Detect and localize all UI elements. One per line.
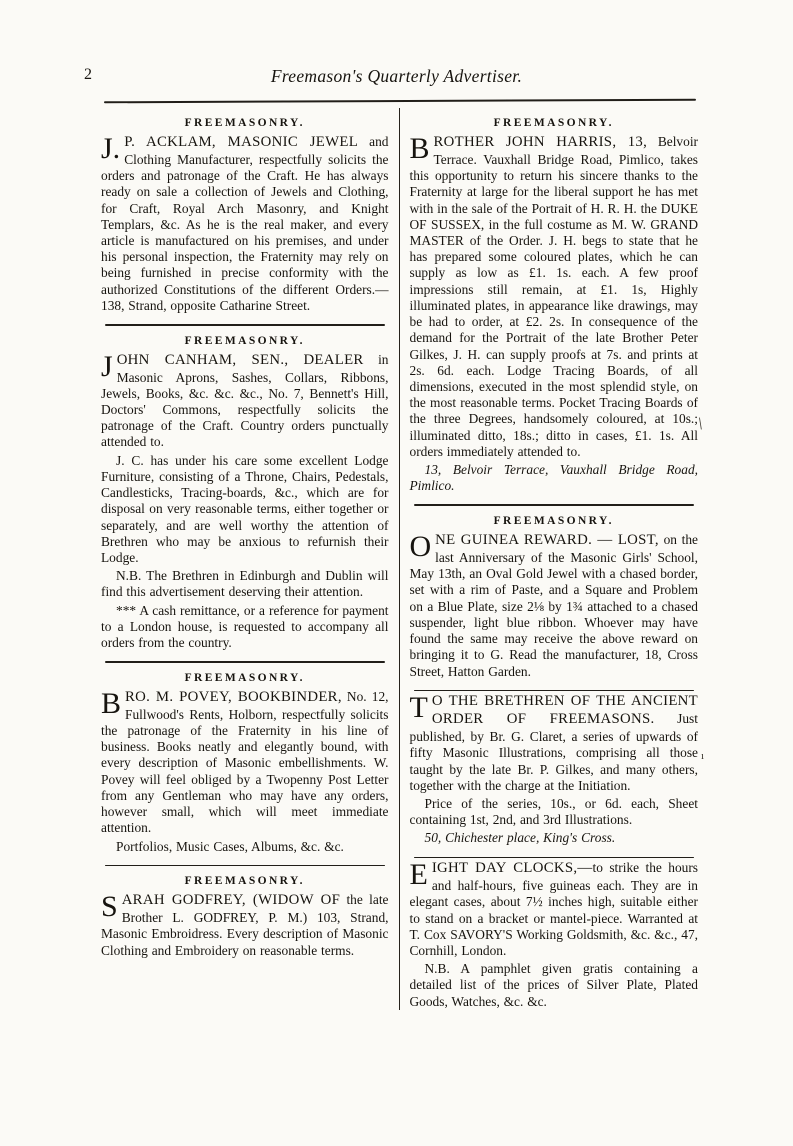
divider-rule [414,504,695,506]
ad-body-text: and Clothing Manufacturer, respectfully solicits the orders and patronage of the Craft. He has always ready on sale a collection of Jewels and Clothing, for Craft, Royal Arch Masonry, and Knight Templars, &c. As he is the real maker, and every article is manufactured on his premises, and under his personal inspection, the Fraternity may rely on being furnished in precise conformity with the authorized Constitutions of the different Orders.—138, Strand, opposite Catharine Street. [101,134,389,313]
ad-paragraph: N.B. The Brethren in Edinburgh and Dublin will find this advertisement deserving their attention. [101,568,389,600]
ad-harris [410,117,699,494]
ad-heading: FREEMASONRY. [493,117,614,129]
ad-brethren-claret [410,693,699,846]
ad-heading: FREEMASONRY. [184,334,305,347]
divider-rule [414,857,695,859]
ad-body-text: Belvoir Terrace. Vauxhall Bridge Road, Pimlico, takes this opportunity to return his sincere thanks to the Fraternity at large for the liberal support he has met with in the sale of the Portrait of H. R. H. the DUKE OF SUSSEX, in the full costume as M. W. GRAND MASTER of the Order. J. H. begs to state that he has prepared some coloured plates, which he can supply as low as £1. 1s. each. A few proof impressions still remain, at £1. 1s, Highly illuminated plates, in appearance like drawings, may be had to order, at £2. 2s. In consequence of the demand for the Portrait of the late Brother Peter Gilkes, J. H. can supply proofs at 7s. and prints at 2s. 6d. each. Lodge Tracing Boards, of all dimensions, executed in the most splendid style, on the most reasonable terms. Pocket Tracing Boards of the three Degrees, handsomely coloured, at 10s.; illuminated ditto, 18s.; ditto in cases, £1. 1s. All orders immediately attended to. [409,134,698,459]
journal-title: Freemason's Quarterly Advertiser. [270,66,523,86]
divider-rule [414,690,695,692]
ad-godfrey [101,875,389,959]
ad-paragraph: J. C. has under his care some excellent Lodge Furniture, consisting of a Throne, Chairs, Pedestals, Candlesticks, Tracing-boards, &c., which are for disposal on very reasonable terms, either together or separately, and are well worthy the attention of Brethren who may be anxious to refurnish their Lodge. [101,452,389,565]
divider-rule [105,865,385,867]
page-number: 2 [84,66,92,83]
divider-rule [105,661,385,663]
dropcap-letter: E [409,858,428,892]
ad-heading: FREEMASONRY. [184,671,305,684]
ad-acklam [101,117,389,314]
right-column [400,108,699,1010]
ad-paragraph [101,349,389,451]
ad-heading: FREEMASONRY. [184,875,305,888]
ad-paragraph: Portfolios, Music Cases, Albums, &c. &c. [116,838,344,854]
ad-lead: O THE BRETHREN OF THE ANCIENT ORDER OF FREEMASONS. [431,693,698,728]
dropcap-letter: T [409,691,428,725]
ad-paragraph [101,892,389,959]
ad-lead: IGHT DAY CLOCKS,— [431,860,593,877]
ad-guinea-reward [410,515,699,680]
ad-eight-day-clocks [410,860,699,1010]
ad-address: 50, Chichester place, King's Cross. [424,830,616,846]
ad-lead: P. ACKLAM, MASONIC JEWEL [124,134,359,150]
dropcap-letter: J. [101,132,121,165]
two-column-layout [101,108,698,1010]
ad-body-text: the late Brother L. GODFREY, P. M.) 103, Strand, Masonic Embroidress. Every description of Masonic Clothing and Embroidery on reasonable terms. [101,892,389,958]
ad-lead: NE GUINEA REWARD. — LOST, [435,532,659,549]
ad-body-text: on the last Anniversary of the Masonic Girls' School, May 13th, an Oval Gold Jewel with a chased border, set with a rim of Paste, and a Square and Problem on a Blue Plate, size 2⅛ by 1¾ attached to a chased suspender, light blue ribbon. Whoever may have found the same may receive the above reward on bringing it to G. Read the manufacturer, 18, Cross Street, Hatton Garden. [409,532,698,679]
ad-paragraph [101,686,389,837]
dropcap-letter: B [409,132,430,165]
ad-paragraph [410,693,699,794]
ad-lead: RO. M. POVEY, BOOKBINDER, [125,688,342,705]
ad-paragraph [410,532,699,680]
dropcap-letter: O [409,530,432,564]
ad-address: 13, Belvoir Terrace, Vauxhall Bridge Road, Pimlico. [409,462,698,494]
dropcap-letter: J [101,349,113,383]
ad-lead: ROTHER JOHN HARRIS, 13, [433,134,648,150]
ad-canham [101,335,389,652]
ad-paragraph [101,134,389,314]
ad-lead: ARAH GODFREY, (WIDOW OF [121,892,341,909]
ad-paragraph [410,860,699,959]
ad-povey [101,672,389,855]
ad-paragraph [410,134,699,460]
dropcap-letter: S [101,890,118,924]
ad-heading: FREEMASONRY. [493,515,614,528]
ad-body-text: No. 12, Fullwood's Rents, Holborn, respectfully solicits the patronage of the Fraternity in his line of business. Books neatly and elegantly bound, with every description of Masonic embellishments. W. Povey will feel obliged by a Twopenny Post Letter from any Gentleman who may have any orders, however small, which will meet immediate attention. [101,688,389,836]
masthead-rule [104,99,696,104]
ad-paragraph: *** A cash remittance, or a reference for payment to a London house, is requested to accompany all orders from the country. [101,602,389,651]
scan-artifact-mark: ı [701,750,705,762]
ad-lead: OHN CANHAM, SEN., DEALER [116,351,364,368]
ad-heading: FREEMASONRY. [184,117,305,129]
dropcap-letter: B [101,686,122,720]
ad-body-text: to strike the hours and half-hours, five guineas each. They are in elegant cases, about 7½ inches high, suitable either to stand on a bracket or mantel-piece. Warranted at T. Cox SAVORY'S Working Goldsmith, &c. &c., 47, Cornhill, London. [409,860,699,958]
ad-body-text: in Masonic Aprons, Sashes, Collars, Ribbons, Jewels, Books, &c. &c. &c., No. 7, Bennett's Hill, Doctors' Commons, respectfully solicits the patronage of the Craft. Country orders punctually attended to. [101,351,389,450]
ad-paragraph: Price of the series, 10s., or 6d. each, Sheet containing 1st, 2nd, and 3rd Illustrations. [409,795,698,828]
divider-rule [105,324,385,326]
ad-paragraph: N.B. A pamphlet given gratis containing a detailed list of the prices of Silver Plate, Plated Goods, Watches, &c. &c. [409,961,698,1009]
scan-artifact-mark: \ [696,413,705,434]
left-column [101,108,400,1010]
ad-body-text: Just published, by Br. G. Claret, a series of upwards of fifty Masonic Illustrations, comprising all those taught by the late Br. P. Gilkes, and many others, together with the charge at the Initiation. [409,711,698,793]
